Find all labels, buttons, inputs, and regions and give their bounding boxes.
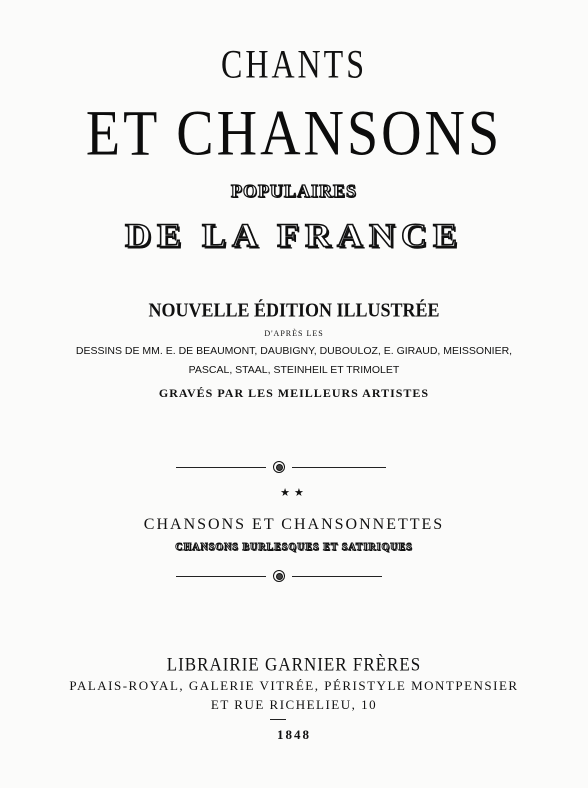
section-subtitle: CHANSONS BURLESQUES ET SATIRIQUES: [175, 542, 413, 553]
divider-right-2: [292, 576, 382, 577]
short-rule: [270, 719, 286, 720]
edition-heading: NOUVELLE ÉDITION ILLUSTRÉE: [148, 298, 440, 321]
divider-left-2: [176, 576, 266, 577]
engraved-by: GRAVÉS PAR LES MEILLEURS ARTISTES: [158, 386, 430, 400]
publication-year: 1848: [277, 727, 311, 742]
ornament-rosette-icon: [273, 461, 285, 473]
artists-line-2: PASCAL, STAAL, STEINHEIL ET TRIMOLET: [188, 364, 400, 376]
section-title: CHANSONS ET CHANSONNETTES: [143, 516, 445, 533]
artists-line-1: DESSINS DE MM. E. DE BEAUMONT, DAUBIGNY, DUBOULOZ, E. GIRAUD, MEISSONIER,: [75, 345, 513, 357]
title-de-la-france: DE LA FRANCE: [124, 216, 464, 254]
publisher-address-1: PALAIS-ROYAL, GALERIE VITRÉE, PÉRISTYLE MONTPENSIER: [69, 678, 519, 693]
two-stars-icon: ★★: [280, 486, 308, 499]
title-chants: CHANTS: [220, 41, 367, 87]
publisher-address-2: ET RUE RICHELIEU, 10: [210, 697, 378, 712]
divider-right-1: [292, 467, 386, 468]
ornament-rosette-icon: [273, 570, 285, 582]
title-populaires: POPULAIRES: [230, 181, 357, 201]
publisher-name: LIBRAIRIE GARNIER FRÈRES: [166, 654, 422, 675]
title-et-chansons: ET CHANSONS: [85, 98, 503, 170]
divider-left-1: [176, 467, 266, 468]
edition-apres: D'APRÈS LES: [264, 329, 324, 338]
